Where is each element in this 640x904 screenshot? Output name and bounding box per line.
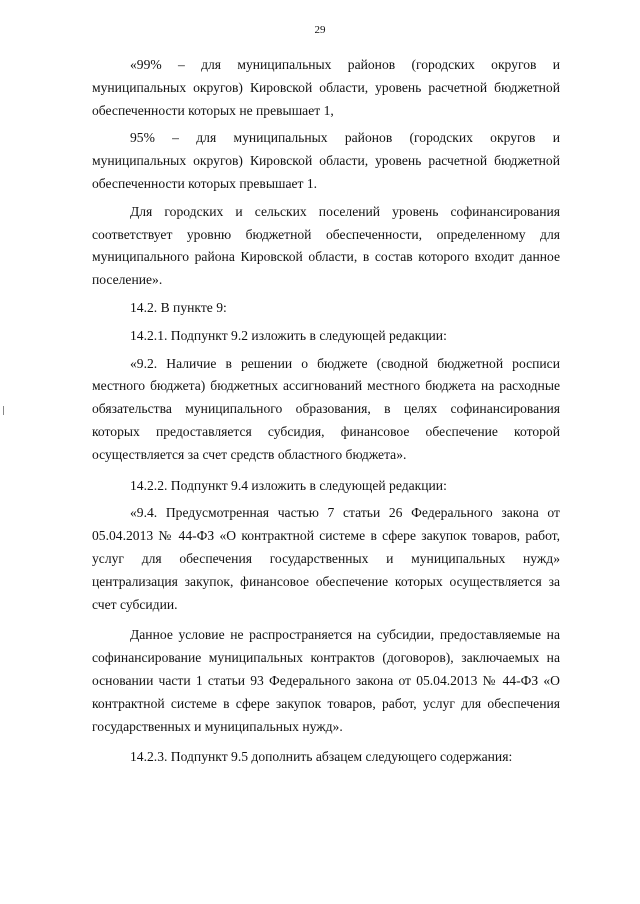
paragraph-7: 14.2.2. Подпункт 9.4 изложить в следующей редакции: xyxy=(130,477,447,493)
paragraph-6: «9.2. Наличие в решении о бюджете (сводной бюджетной росписи местного бюджета) бюджетных ассигнований местного бюджета на расходные обязательства муниципального образования, в целях софинансирования которых предоставляется субсидия, финансовое обеспечение которой осуществляется за счет средств областного бюджета». xyxy=(92,355,560,462)
paragraph-5: 14.2.1. Подпункт 9.2 изложить в следующей редакции: xyxy=(130,327,447,343)
page-number: 29 xyxy=(314,24,326,36)
document-body xyxy=(92,54,560,774)
paragraph-8: «9.4. Предусмотренная частью 7 статьи 26 Федерального закона от 05.04.2013 № 44-ФЗ «О контрактной системе в сфере закупок товаров, работ, услуг для обеспечения государственных и муниципальных нужд» централизация закупок, финансовое обеспечение которых осуществляется за счет субсидии. xyxy=(92,505,560,612)
scan-mark xyxy=(3,406,4,415)
paragraph-2: 95% – для муниципальных районов (городских округов и муниципальных округов) Кировской области, уровень расчетной бюджетной обеспеченности которых превышает 1. xyxy=(92,130,560,191)
paragraph-1: «99% – для муниципальных районов (городских округов и муниципальных округов) Кировской области, уровень расчетной бюджетной обеспеченности которых не превышает 1, xyxy=(92,57,560,118)
paragraph-3: Для городских и сельских поселений уровень софинансирования соответствует уровню бюджетной обеспеченности, определенному для муниципального района Кировской области, в состав которого входит данное поселение». xyxy=(92,203,560,288)
paragraph-4: 14.2. В пункте 9: xyxy=(130,299,227,315)
paragraph-9: Данное условие не распространяется на субсидии, предоставляемые на софинансирование муниципальных контрактов (договоров), заключаемых на основании части 1 статьи 93 Федерального закона от 05.04.2013 № 44-ФЗ «О контрактной системе в сфере закупок товаров, работ, услуг для обеспечения государственных и муниципальных нужд». xyxy=(92,627,560,734)
paragraph-10: 14.2.3. Подпункт 9.5 дополнить абзацем следующего содержания: xyxy=(130,749,513,765)
